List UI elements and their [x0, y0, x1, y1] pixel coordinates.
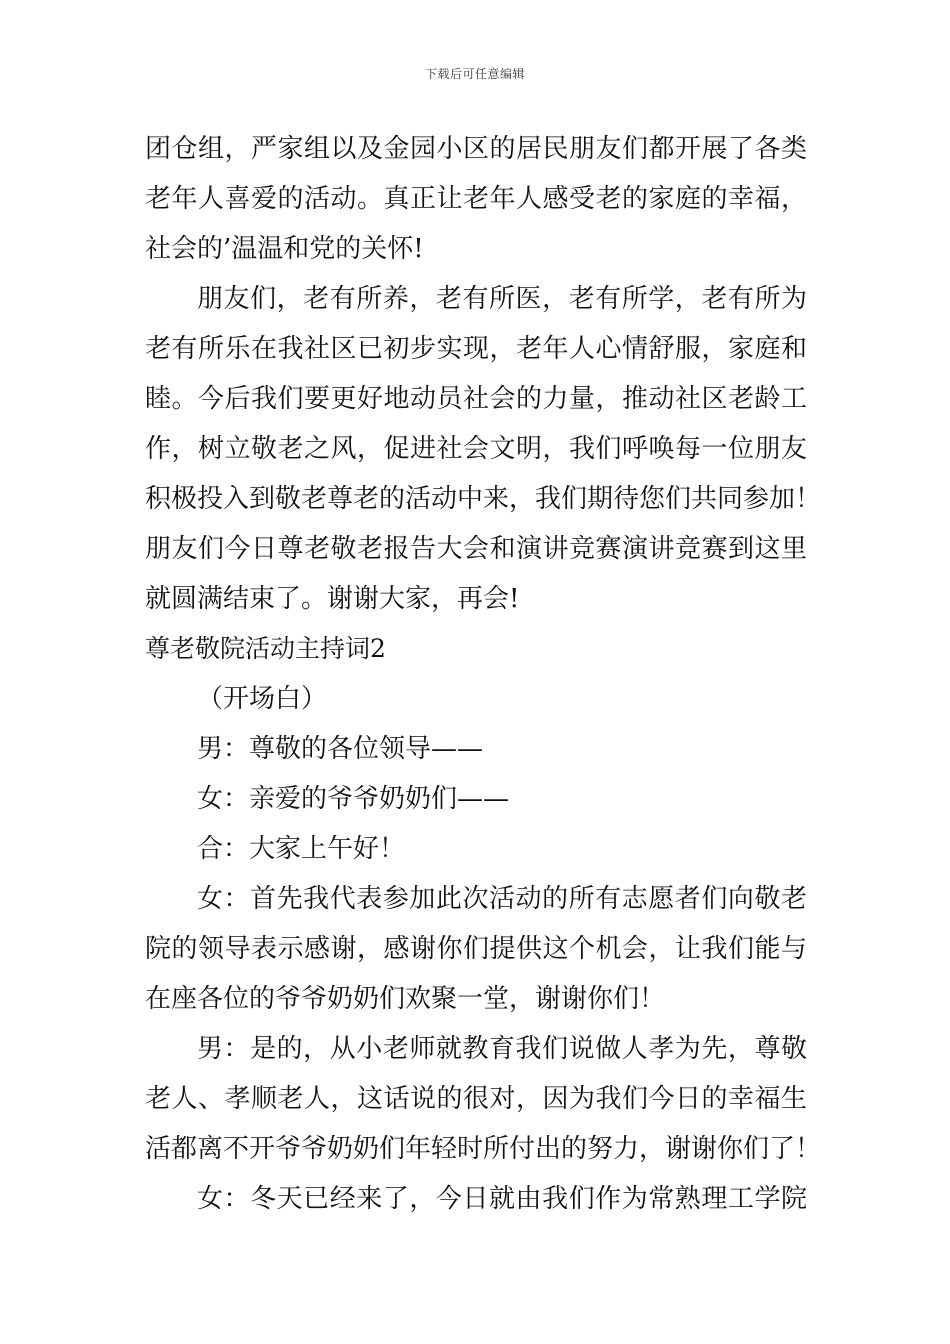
text-line: 院的领导表示感谢，感谢你们提供这个机会，让我们能与 — [145, 934, 807, 964]
text-line: 在座各位的爷爷奶奶们欢聚一堂，谢谢你们！ — [145, 984, 666, 1014]
text-line: 女：冬天已经来了，今日就由我们作为常熟理工学院 — [197, 1184, 807, 1214]
text-line: 老人、孝顺老人，这话说的很对，因为我们今日的幸福生 — [145, 1084, 807, 1114]
text-line: 就圆满结束了。谢谢大家，再会! — [145, 584, 520, 614]
text-line: 社会的’温温和党的关怀! — [145, 234, 424, 264]
text-line: （开场白） — [197, 684, 328, 714]
text-line: 朋友们今日尊老敬老报告大会和演讲竞赛演讲竞赛到这里 — [145, 534, 807, 564]
text-line: 朋友们，老有所养，老有所医，老有所学，老有所为 — [197, 284, 807, 314]
text-line: 活都离不开爷爷奶奶们年轻时所付出的努力，谢谢你们了！ — [145, 1134, 822, 1164]
text-line: 女：亲爱的爷爷奶奶们—— — [197, 784, 510, 814]
section-title: 尊老敬院活动主持词2 — [145, 634, 386, 663]
text-line: 女：首先我代表参加此次活动的所有志愿者们向敬老 — [197, 884, 807, 914]
text-line: 男：尊敬的各位领导—— — [197, 734, 484, 764]
page-header: 下载后可任意编辑 — [424, 67, 525, 81]
text-line: 合：大家上午好！ — [197, 834, 406, 864]
document-body — [145, 124, 822, 1224]
text-line: 作，树立敬老之风，促进社会文明，我们呼唤每一位朋友 — [145, 434, 807, 464]
text-line: 老有所乐在我社区已初步实现，老年人心情舒服，家庭和 — [145, 334, 807, 364]
text-line: 积极投入到敬老尊老的活动中来，我们期待您们共同参加！ — [145, 484, 822, 514]
text-line: 睦。今后我们要更好地动员社会的力量，推动社区老龄工 — [145, 384, 807, 414]
text-line: 男：是的，从小老师就教育我们说做人孝为先，尊敬 — [197, 1034, 807, 1064]
text-line: 老年人喜爱的活动。真正让老年人感受老的家庭的幸福， — [145, 184, 807, 214]
text-line: 团仓组，严家组以及金园小区的居民朋友们都开展了各类 — [145, 134, 807, 164]
